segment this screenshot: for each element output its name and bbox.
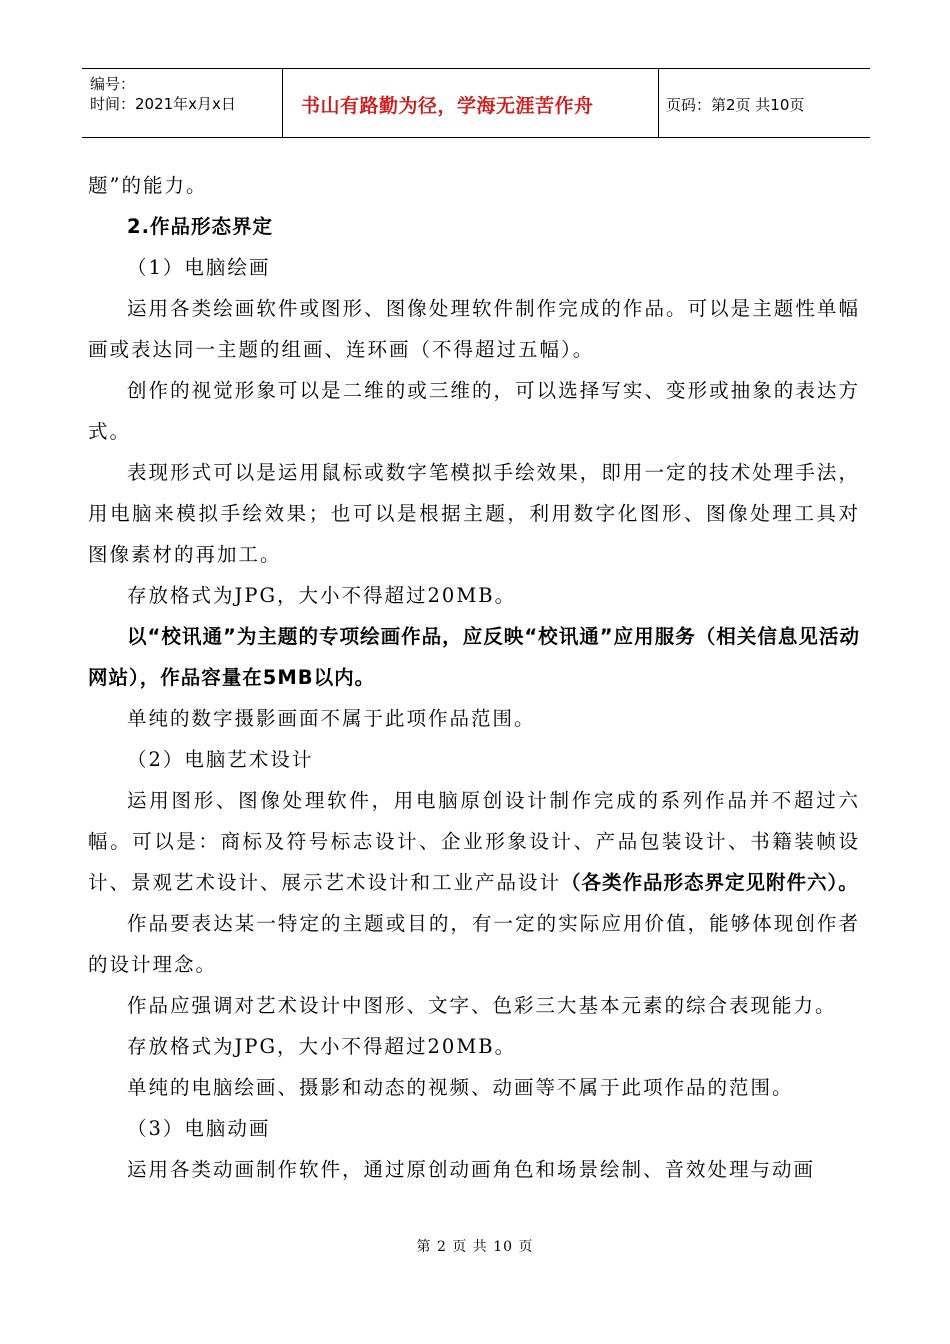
header-page-number: 页码：第2页 共10页 — [666, 96, 805, 114]
paragraph: 作品要表达某一特定的主题或目的，有一定的实际应用价值，能够体现创作者的设计理念。 — [88, 912, 860, 976]
page-footer: 第 2 页 共 10 页 — [416, 1239, 534, 1255]
subsection-heading: （3）电脑动画 — [127, 1117, 271, 1140]
header-middle-cell — [282, 69, 659, 137]
document-date: 时间：2021年x月x日 — [90, 95, 236, 113]
subsection-heading: （2）电脑艺术设计 — [127, 748, 314, 771]
header-motto: 书山有路勤为径，学海无涯苦作舟 — [301, 95, 594, 117]
subsection-heading: （1）电脑绘画 — [127, 256, 271, 279]
paragraph: 题”的能力。 — [88, 174, 208, 197]
paragraph-text: 运用图形、图像处理软件，用电脑原创设计制作完成的系列作品并不超过六幅。可以是：商标及符号标志设计、企业形象设计、产品包装设计、书籍装帧设计、景观艺术设计、展示艺术设计和工业产品设计 — [88, 789, 860, 894]
header-left-cell — [82, 69, 282, 137]
paragraph: 存放格式为JPG，大小不得超过20MB。 — [127, 584, 517, 607]
paragraph: 作品应强调对艺术设计中图形、文字、色彩三大基本元素的综合表现能力。 — [127, 994, 837, 1017]
paragraph: 运用各类动画制作软件，通过原创动画角色和场景绘制、音效处理与动画 — [127, 1158, 816, 1181]
page-header — [82, 68, 870, 138]
document-number: 编号： — [90, 75, 136, 93]
paragraph: 创作的视觉形象可以是二维的或三维的，可以选择写实、变形或抽象的表达方式。 — [88, 379, 860, 443]
section-heading: 2.作品形态界定 — [127, 215, 273, 238]
paragraph: 存放格式为JPG，大小不得超过20MB。 — [127, 1035, 517, 1058]
paragraph — [88, 780, 860, 903]
paragraph: 单纯的数字摄影画面不属于此项作品范围。 — [127, 707, 536, 730]
header-right-cell — [659, 69, 870, 137]
paragraph: 运用各类绘画软件或图形、图像处理软件制作完成的作品。可以是主题性单幅画或表达同一主题的组画、连环画（不得超过五幅）。 — [88, 297, 860, 361]
bold-paragraph: 以“校讯通”为主题的专项绘画作品，应反映“校讯通”应用服务（相关信息见活动网站），作品容量在5MB以内。 — [88, 625, 860, 689]
paragraph: 表现形式可以是运用鼠标或数字笔模拟手绘效果，即用一定的技术处理手法，用电脑来模拟手绘效果；也可以是根据主题，利用数字化图形、图像处理工具对图像素材的再加工。 — [88, 461, 860, 566]
paragraph: 单纯的电脑绘画、摄影和动态的视频、动画等不属于此项作品的范围。 — [127, 1076, 794, 1099]
document-body — [88, 165, 860, 1190]
bold-note: （各类作品形态界定见附件六）。 — [561, 871, 859, 894]
